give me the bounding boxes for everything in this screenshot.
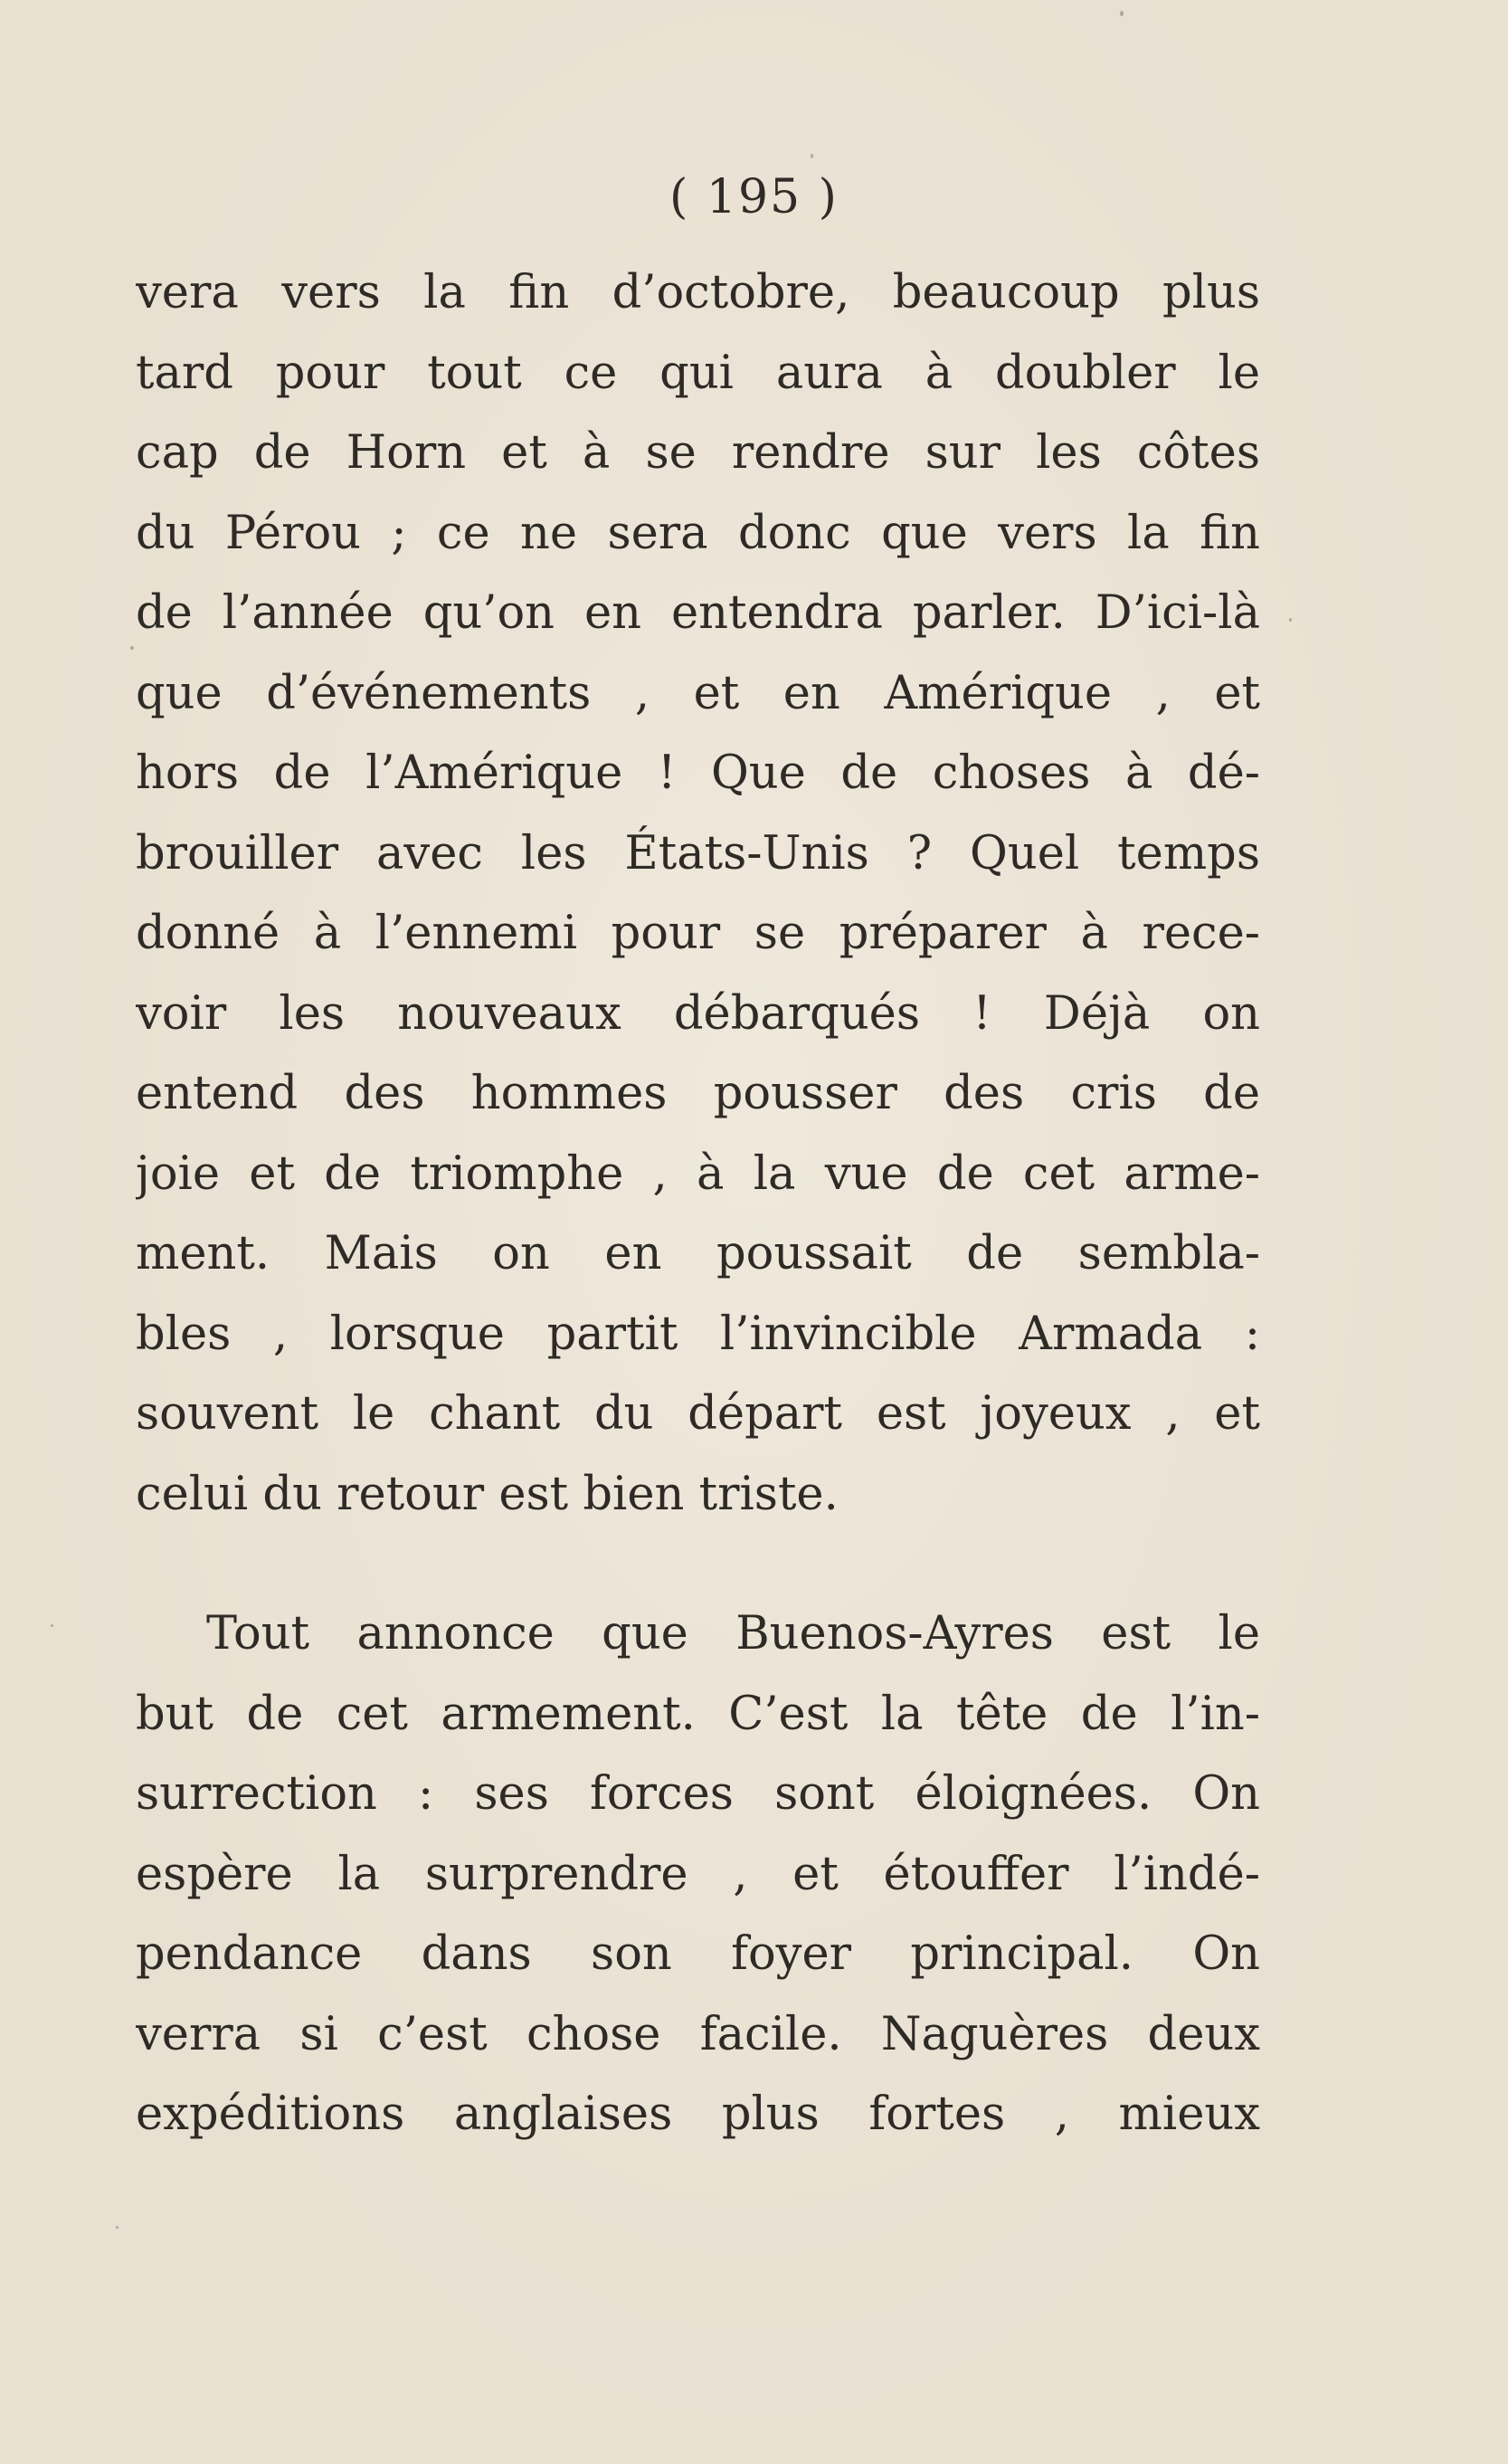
text-line: cap de Horn et à se rendre sur les côtes	[136, 426, 1260, 480]
text-line: brouiller avec les États-Unis ? Quel temps	[136, 826, 1260, 880]
text-line: espère la surprendre , et étouffer l’indé-	[136, 1847, 1260, 1901]
text-line: de l’année qu’on en entendra parler. D’ici-là	[136, 586, 1260, 640]
text-line: pendance dans son foyer principal. On	[136, 1927, 1260, 1981]
text-line: entend des hommes pousser des cris de	[136, 1067, 1260, 1120]
page-number: ( 195 )	[669, 170, 839, 224]
text-line: but de cet armement. C’est la tête de l’in-	[136, 1687, 1260, 1741]
paper-speck	[1289, 618, 1292, 622]
paper-speck	[811, 154, 813, 158]
text-line: verra si c’est chose facile. Naguères deux	[136, 2007, 1260, 2061]
text-line: hors de l’Amérique ! Que de choses à dé-	[136, 747, 1260, 800]
text-line: du Pérou ; ce ne sera donc que vers la fin	[136, 506, 1260, 560]
text-line: vera vers la fin d’octobre, beaucoup plus	[136, 266, 1260, 319]
paper-speck	[51, 1624, 53, 1627]
text-line: donné à l’ennemi pour se préparer à rece-	[136, 907, 1260, 960]
paragraph-1	[136, 253, 1260, 1535]
text-line: Tout annonce que Buenos-Ayres est le	[206, 1607, 1260, 1660]
text-line: ment. Mais on en poussait de sembla-	[136, 1227, 1260, 1280]
text-line: que d’événements , et en Amérique , et	[136, 666, 1260, 720]
paragraph-2	[136, 1594, 1260, 2155]
text-line: celui du retour est bien triste.	[136, 1467, 839, 1521]
text-line: surrection : ses forces sont éloignées. On	[136, 1767, 1260, 1821]
paper-speck	[116, 2226, 119, 2229]
text-line: souvent le chant du départ est joyeux , et	[136, 1387, 1260, 1441]
text-line: joie et de triomphe , à la vue de cet arme-	[136, 1146, 1260, 1201]
text-line: expéditions anglaises plus fortes , mieux	[136, 2088, 1260, 2141]
text-line: voir les nouveaux débarqués ! Déjà on	[136, 986, 1260, 1041]
text-line: tard pour tout ce qui aura à doubler le	[136, 346, 1260, 400]
text-line: bles , lorsque partit l’invincible Armada :	[136, 1307, 1260, 1361]
paper-speck	[1120, 11, 1124, 16]
paper-speck	[130, 646, 134, 650]
